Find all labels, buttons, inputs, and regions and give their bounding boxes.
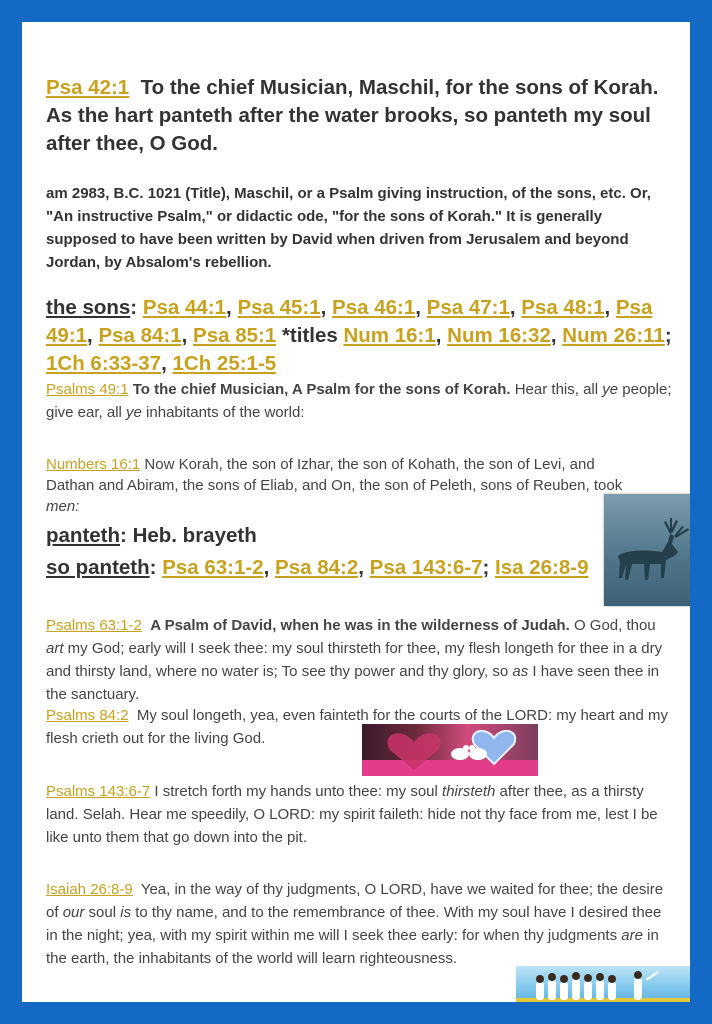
ref-link[interactable]: Num 16:1 — [343, 324, 436, 347]
verse-psalms-49-1 — [46, 378, 676, 424]
italic-word: is — [120, 904, 132, 921]
psalm-title: A Psalm of David, when he was in the wilderness of Judah. — [150, 617, 570, 634]
verse-text: Now Korah, the son of Izhar, the son of Kohath, the son of Levi, and Dathan and Abiram, the sons of Eliab, and On, the son of Peleth, sons of Reuben, took — [46, 456, 623, 494]
ref-link[interactable]: Psa 85:1 — [193, 324, 277, 347]
group-people-art — [516, 966, 690, 1002]
verse-text: people; give ear, all — [46, 381, 672, 421]
verse-text: in the earth, the inhabitants of the world will learn righteousness. — [46, 927, 659, 967]
ref-link[interactable]: Num 26:11 — [562, 324, 665, 347]
ref-link[interactable]: Psa 63:1-2 — [162, 556, 264, 579]
ref-link[interactable]: Psa 84:2 — [275, 556, 359, 579]
hearts-doves-image — [362, 724, 538, 776]
verse-numbers-16-1 — [46, 454, 636, 517]
ref-link-psalms-143-6-7[interactable]: Psalms 143:6-7 — [46, 783, 151, 800]
hebrew-note: Heb. brayeth — [132, 524, 257, 547]
verse-text: inhabitants of the world: — [141, 404, 305, 421]
italic-word: men: — [46, 498, 80, 515]
verse-psalms-84-2 — [46, 704, 676, 750]
verse-text: Hear this, all — [514, 381, 603, 398]
ref-link[interactable]: Psa 49:1 — [46, 296, 653, 347]
italic-word: ye — [126, 404, 142, 421]
cross-ref-so-panteth: so panteth: Psa 63:1-2, Psa 84:2, Psa 143:6-7; Isa 26:8-9 — [46, 556, 589, 579]
ref-link[interactable]: Psa 48:1 — [521, 296, 605, 319]
italic-word: are — [621, 927, 643, 944]
verse-psa-42-1 — [46, 74, 676, 158]
italic-word: art — [46, 640, 64, 657]
document-page — [22, 22, 690, 1002]
ref-link-numbers-16-1[interactable]: Numbers 16:1 — [46, 456, 141, 473]
italic-word: ye — [602, 381, 619, 398]
verse-text: I stretch forth my hands unto thee: my soul — [154, 783, 443, 800]
deer-image — [604, 494, 690, 606]
verse-text: O God, thou — [573, 617, 656, 634]
psalm-title: To the chief Musician, A Psalm for the sons of Korah. — [132, 381, 511, 398]
deer-silhouette — [604, 494, 690, 606]
ref-link[interactable]: Psa 143:6-7 — [369, 556, 483, 579]
cross-ref-panteth: panteth: Heb. brayeth — [46, 524, 257, 547]
ref-link[interactable]: 1Ch 6:33-37 — [46, 352, 162, 375]
ref-link[interactable]: Num 16:32 — [447, 324, 551, 347]
keyword-panteth: panteth — [46, 524, 121, 547]
ref-link[interactable]: Isa 26:8-9 — [495, 556, 589, 579]
ref-link[interactable]: Psa 84:1 — [98, 324, 182, 347]
keyword-so-panteth: so panteth — [46, 556, 150, 579]
titles-label: *titles — [281, 324, 338, 347]
verse-psalms-143-6-7 — [46, 780, 676, 849]
verse-isaiah-26-8-9 — [46, 878, 676, 970]
italic-word: as — [512, 663, 529, 680]
ref-link-psalms-49-1[interactable]: Psalms 49:1 — [46, 381, 129, 398]
ref-link-psalms-63-1-2[interactable]: Psalms 63:1-2 — [46, 617, 142, 634]
ref-link[interactable]: 1Ch 25:1-5 — [172, 352, 277, 375]
ref-link-psalms-84-2[interactable]: Psalms 84:2 — [46, 707, 129, 724]
verse-text: My soul longeth, yea, even fainteth for the courts of the LORD: my heart and my flesh crieth out for the living God. — [46, 707, 668, 747]
ref-link[interactable]: Psa 47:1 — [426, 296, 510, 319]
ref-link[interactable]: Psa 44:1 — [142, 296, 227, 319]
hearts-doves-art — [362, 724, 538, 776]
commentary-note: am 2983, B.C. 1021 (Title), Maschil, or a Psalm giving instruction, of the sons, etc. Or, "An instructive Psalm," or didactic ode, "for the sons of Korah." It is generally supposed to have been written by David when driven from Jerusalem and beyond Jordan, by Absalom's rebellion. — [46, 185, 651, 271]
group-people-image — [516, 966, 690, 1002]
verse-text: To the chief Musician, Maschil, for the sons of Korah. As the hart panteth after the water brooks, so panteth my soul after thee, O God. — [46, 76, 659, 155]
italic-word: thirsteth — [442, 783, 496, 800]
cross-ref-sons: the sons: Psa 44:1, Psa 45:1, Psa 46:1, Psa 47:1, Psa 48:1, Psa 49:1, Psa 84:1, Psa 85:1 *titles Num 16:1, Num 16:32, Num 26:11; 1Ch 6:33-37, 1Ch 25:1-5 — [46, 296, 672, 375]
keyword-the-sons: the sons — [46, 296, 131, 319]
verse-psalms-63-1-2 — [46, 614, 676, 706]
ref-link-isaiah-26-8-9[interactable]: Isaiah 26:8-9 — [46, 881, 133, 898]
ref-link[interactable]: Psa 46:1 — [332, 296, 416, 319]
ref-link[interactable]: Psa 45:1 — [237, 296, 321, 319]
verse-text: after thee, as a thirsty land. Selah. Hear me speedily, O LORD: my spirit faileth: hide not thy face from me, lest I be like unto them that go down into the pit. — [46, 783, 658, 846]
verse-text: my God; early will I seek thee: my soul thirsteth for thee, my flesh longeth for thee in a dry and thirsty land, where no water is; To see thy power and thy glory, so — [46, 640, 663, 680]
italic-word: our — [62, 904, 85, 921]
verse-text: soul — [84, 904, 121, 921]
verse-text: Yea, in the way of thy judgments, O LORD, have we waited for thee; the desire of — [46, 881, 664, 921]
ref-link-psa-42-1[interactable]: Psa 42:1 — [46, 76, 130, 99]
verse-text: to thy name, and to the remembrance of thee. With my soul have I desired thee in the night; yea, with my spirit within me will I seek thee early: for when thy judgments — [46, 904, 662, 944]
verse-text: I have seen thee in the sanctuary. — [46, 663, 660, 703]
